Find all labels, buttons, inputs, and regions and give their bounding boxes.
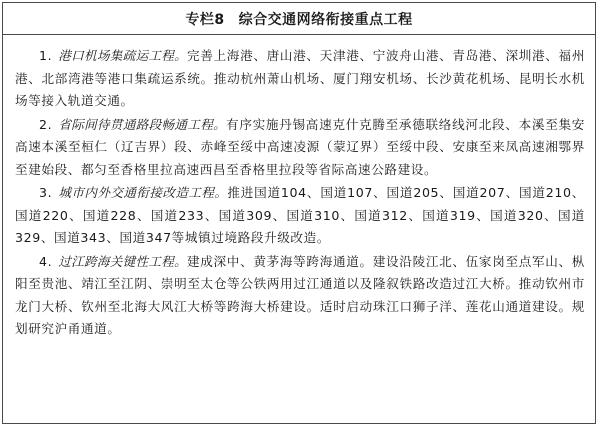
- item-number: 2.: [39, 116, 53, 132]
- item-heading: 过江跨海关键性工程。: [58, 253, 187, 269]
- item-2: [15, 114, 585, 182]
- item-text: 完善上海港、唐山港、天津港、宁波舟山港、青岛港、深圳港、福州港、北部湾港等港口集疏运系统。推动杭州萧山机场、厦门翔安机场、长沙黄花机场、昆明长水机场等接入轨道交通。: [15, 48, 586, 108]
- item-text: 建成深中、黄茅海等跨海通道。建设沿陵江北、伍家岗至点军山、枞阳至贵池、靖江至江阴、崇明至太仓等公铁两用过江通道以及隆叙铁路改造过江大桥。推动钦州市龙门大桥、钦州至北海大风江大桥等跨海大桥建设。适时启动珠江口狮子洋、莲花山通道建设。规划研究沪甬通道。: [15, 253, 586, 336]
- box-header: [3, 3, 595, 35]
- box-body: [15, 45, 585, 341]
- item-heading: 城市内外交通衔接改造工程。: [58, 185, 228, 200]
- item-number: 4.: [39, 253, 53, 269]
- item-text: 有序实施丹锡高速克什克腾至承德联络线河北段、本溪至集安高速本溪至桓仁（辽吉界）段、赤峰至绥中高速凌源（蒙辽界）至绥中段、安康至来凤高速湘鄂界至建始段、都匀至香格里拉高速西昌至香格里拉段等省际高速公路建设。: [15, 116, 585, 177]
- item-1: [15, 45, 585, 113]
- item-number: 3.: [39, 185, 53, 200]
- item-number: 1.: [39, 48, 53, 63]
- item-heading: 省际间待贯通路段畅通工程。: [58, 116, 227, 132]
- item-text: 推进国道104、国道107、国道205、国道207、国道210、国道220、国道228、国道233、国道309、国道310、国道312、国道319、国道320、国道329、国道343、国道347等城镇过境路段升级改造。: [15, 185, 585, 245]
- box-title: 综合交通网络衔接重点工程: [238, 11, 413, 28]
- item-4: [15, 251, 585, 341]
- feature-box: [2, 2, 596, 424]
- box-label: 专栏8: [185, 11, 225, 28]
- item-heading: 港口机场集疏运工程。: [58, 48, 187, 63]
- item-3: [15, 182, 585, 250]
